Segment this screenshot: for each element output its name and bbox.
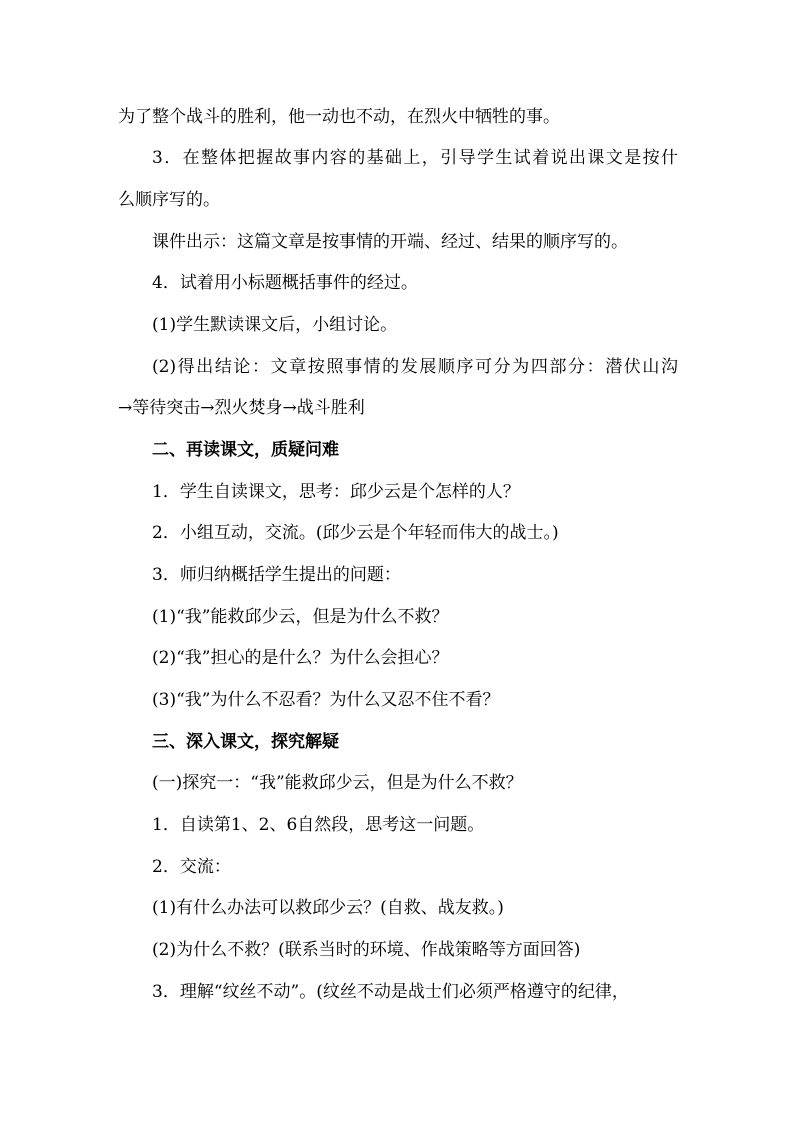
text-line: (3)“我”为什么不忍看？为什么又忍不住不看？ [152,690,500,710]
text-line: 3．师归纳概括学生提出的问题： [152,565,401,585]
text-line: 1．学生自读课文，思考：邱少云是个怎样的人？ [152,482,520,502]
text-line: (1)有什么办法可以救邱少云？(自救、战友救。) [152,898,504,918]
text-line: 课件出示：这篇文章是按事情的开端、经过、结果的顺序写的。 [152,232,628,252]
section-heading: 三、深入课文，探究解疑 [152,732,339,752]
text-line: (一)探究一：“我”能救邱少云，但是为什么不救？ [152,773,523,793]
text-line: 2．小组互动，交流。(邱少云是个年轻而伟大的战士。) [152,523,559,543]
text-line: 3．理解“纹丝不动”。(纹丝不动是战士们必须严格遵守的纪律， [152,982,629,1002]
text-line: (2)“我”担心的是什么？为什么会担心？ [152,648,449,668]
text-line: 么顺序写的。 [118,190,220,210]
text-line: (1)学生默读课文后，小组讨论。 [152,315,398,335]
text-line: 4．试着用小标题概括事件的经过。 [152,273,418,293]
text-line: 3．在整体把握故事内容的基础上，引导学生试着说出课文是按什 [152,148,678,168]
text-line: (2)为什么不救？(联系当时的环境、作战策略等方面回答) [152,940,581,960]
text-line: 为了整个战斗的胜利，他一动也不动，在烈火中牺牲的事。 [118,107,560,127]
text-line: (1)“我”能救邱少云，但是为什么不救？ [152,607,449,627]
text-line: (2)得出结论：文章按照事情的发展顺序可分为四部分：潜伏山沟 [152,357,678,377]
section-heading: 二、再读课文，质疑问难 [152,440,339,460]
text-line: 2．交流： [152,857,231,877]
text-line: →等待突击→烈火焚身→战斗胜利 [118,398,365,418]
text-line: 1．自读第1、2、6自然段，思考这一问题。 [152,815,485,835]
